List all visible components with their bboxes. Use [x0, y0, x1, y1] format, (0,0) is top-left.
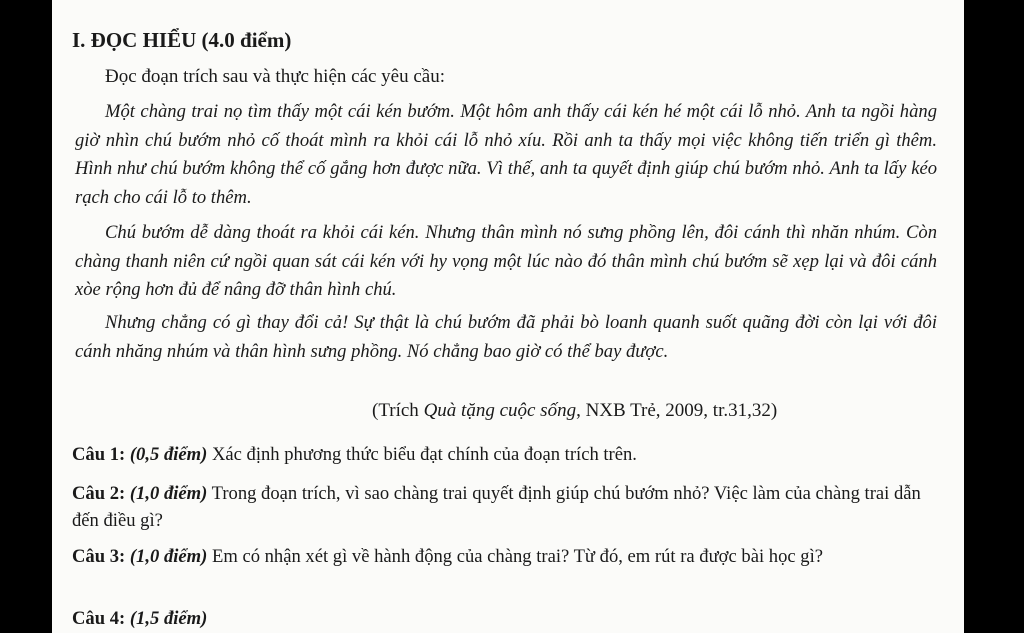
question-text: Trong đoạn trích, vì sao chàng trai quyết định giúp chú bướm nhỏ? Việc làm của chàng trai dẫn đến điều gì?: [72, 483, 921, 531]
passage-paragraph-3: Nhưng chẳng có gì thay đổi cả! Sự thật là chú bướm đã phải bò loanh quanh suốt quãng đời còn lại với đôi cánh nhăng nhúm và thân hình sưng phồng. Nó chẳng bao giờ có thể bay được.: [75, 312, 937, 362]
instruction-text: Đọc đoạn trích sau và thực hiện các yêu cầu:: [105, 66, 446, 87]
question-points: (1,0 điểm): [129, 483, 208, 504]
question-label: Câu 4:: [72, 608, 126, 629]
document-page: [52, 0, 964, 633]
question-points: (0,5 điểm): [129, 444, 208, 465]
source-prefix: (Trích: [372, 400, 424, 421]
source-suffix: , NXB Trẻ, 2009, tr.31,32): [576, 400, 778, 421]
passage-paragraph-2: Chú bướm dễ dàng thoát ra khỏi cái kén. Nhưng thân mình nó sưng phồng lên, đôi cánh thì nhăn nhúm. Còn chàng thanh niên cứ ngồi quan sát cái kén với hy vọng một lúc nào đó thân mình chú bướm sẽ xẹp lại và đôi cánh xòe rộng hơn đủ để nâng đỡ thân hình chú.: [75, 222, 937, 300]
question-text: Em có nhận xét gì về hành động của chàng trai? Từ đó, em rút ra được bài học gì?: [211, 546, 823, 567]
section-heading: I. ĐỌC HIỂU (4.0 điểm): [72, 28, 292, 52]
question-1: [72, 441, 934, 468]
question-3: [72, 543, 934, 570]
passage-paragraph-1: Một chàng trai nọ tìm thấy một cái kén bướm. Một hôm anh thấy cái kén hé một cái lỗ nhỏ. Anh ta ngồi hàng giờ nhìn chú bướm nhỏ cố thoát mình ra khỏi cái lỗ nhỏ xíu. Rồi anh ta thấy mọi việc không tiến triển gì thêm. Hình như chú bướm không thể cố gắng hơn được nữa. Vì thế, anh ta quyết định giúp chú bướm nhỏ. Anh ta lấy kéo rạch cho cái lỗ to thêm.: [75, 101, 937, 208]
question-2: [72, 480, 934, 534]
source-citation: [372, 400, 777, 422]
question-points: (1,5 điểm): [129, 608, 208, 629]
question-label: Câu 1:: [72, 444, 126, 465]
question-points: (1,0 điểm): [129, 546, 208, 567]
source-title: Quà tặng cuộc sống: [423, 400, 577, 421]
question-4: [72, 605, 934, 632]
question-label: Câu 3:: [72, 546, 126, 567]
question-text: Xác định phương thức biểu đạt chính của đoạn trích trên.: [211, 444, 637, 465]
question-label: Câu 2:: [72, 483, 126, 504]
